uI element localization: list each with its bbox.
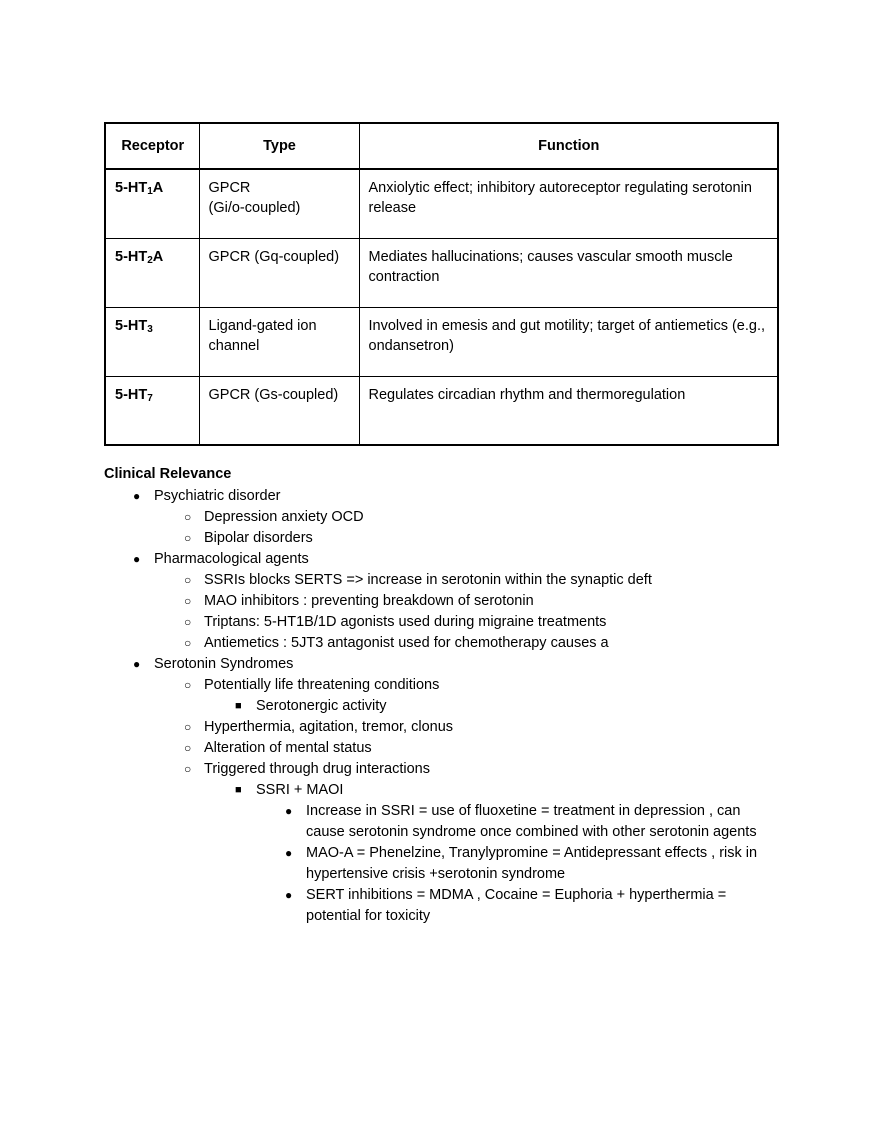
- nested-list: [154, 570, 777, 654]
- list-item-label: Triptans: 5-HT1B/1D agonists used during migraine treatments: [204, 614, 607, 630]
- list-item-label: SSRIs blocks SERTS => increase in serotonin within the synaptic deft: [204, 572, 652, 588]
- cell-function: Regulates circadian rhythm and thermoregulation: [359, 376, 778, 445]
- list-item: [154, 717, 777, 738]
- list-item-label: Hyperthermia, agitation, tremor, clonus: [204, 719, 454, 735]
- cell-type: Ligand-gated ion channel: [199, 307, 359, 376]
- list-item: [154, 675, 777, 717]
- list-item-label: SERT inhibitions = MDMA , Cocaine = Euphoria + hyperthermia = potential for toxicity: [306, 887, 727, 924]
- nested-list: [154, 507, 777, 549]
- list-item: [154, 591, 777, 612]
- list-item-label: Increase in SSRI = use of fluoxetine = treatment in depression , can cause serotonin syndrome once combined with other serotonin agents: [306, 803, 757, 840]
- bullet-circle-icon: [184, 507, 191, 528]
- list-item-label: Antiemetics : 5JT3 antagonist used for chemotherapy causes a: [204, 635, 609, 651]
- list-item: [154, 507, 777, 528]
- bullet-circle-icon: [184, 675, 191, 696]
- list-item: [104, 549, 777, 654]
- bullet-disc-icon: [285, 843, 292, 864]
- cell-function: Involved in emesis and gut motility; target of antiemetics (e.g., ondansetron): [359, 307, 778, 376]
- column-header-function: Function: [359, 123, 778, 169]
- list-item-label: Alteration of mental status: [204, 740, 372, 756]
- bullet-disc-icon: [285, 885, 292, 906]
- cell-receptor: $5-HT_3$: [105, 307, 199, 376]
- list-item: [104, 654, 777, 927]
- list-item: [154, 570, 777, 591]
- bullet-disc-icon: [133, 654, 140, 675]
- clinical-relevance-outline: [104, 486, 777, 927]
- bullet-disc-icon: [285, 801, 292, 822]
- table-row: [105, 169, 778, 238]
- table-header: [105, 123, 778, 169]
- bullet-square-icon: [235, 780, 242, 801]
- cell-type: GPCR (Gi/o-coupled): [199, 169, 359, 238]
- cell-function: Anxiolytic effect; inhibitory autoreceptor regulating serotonin release: [359, 169, 778, 238]
- nested-list: [256, 801, 777, 927]
- cell-type: GPCR (Gs-coupled): [199, 376, 359, 445]
- list-item-label: Serotonin Syndromes: [154, 656, 294, 672]
- bullet-circle-icon: [184, 738, 191, 759]
- list-item: [204, 696, 777, 717]
- list-item: [104, 486, 777, 549]
- cell-receptor: $5-HT_7$: [105, 376, 199, 445]
- list-item-label: Bipolar disorders: [204, 530, 313, 546]
- table-row: [105, 376, 778, 445]
- list-item: [154, 633, 777, 654]
- bullet-circle-icon: [184, 570, 191, 591]
- list-item: [154, 738, 777, 759]
- list-item-label: MAO-A = Phenelzine, Tranylypromine = Antidepressant effects , risk in hypertensive crisis +serotonin syndrome: [306, 845, 758, 882]
- cell-function: Mediates hallucinations; causes vascular smooth muscle contraction: [359, 238, 778, 307]
- bullet-circle-icon: [184, 612, 191, 633]
- bullet-square-icon: [235, 696, 242, 717]
- list-item: [256, 801, 777, 843]
- bullet-circle-icon: [184, 759, 191, 780]
- list-item-label: Serotonergic activity: [256, 698, 387, 714]
- column-header-type: Type: [199, 123, 359, 169]
- bullet-circle-icon: [184, 633, 191, 654]
- bullet-circle-icon: [184, 528, 191, 549]
- list-item-label: Potentially life threatening conditions: [204, 677, 440, 693]
- list-item: [204, 780, 777, 927]
- table-body: [105, 169, 778, 445]
- list-item-label: Pharmacological agents: [154, 551, 309, 567]
- list-item-label: Psychiatric disorder: [154, 488, 281, 504]
- list-item: [256, 843, 777, 885]
- list-item: [154, 759, 777, 927]
- list-item-label: MAO inhibitors : preventing breakdown of serotonin: [204, 593, 534, 609]
- table-header-row: [105, 123, 778, 169]
- nested-list: [154, 675, 777, 927]
- list-item-label: SSRI + MAOI: [256, 782, 344, 798]
- table-row: [105, 307, 778, 376]
- column-header-receptor: Receptor: [105, 123, 199, 169]
- table-row: [105, 238, 778, 307]
- bullet-disc-icon: [133, 549, 140, 570]
- cell-type: GPCR (Gq-coupled): [199, 238, 359, 307]
- nested-list: [204, 696, 777, 717]
- serotonin-receptor-table: [104, 122, 779, 446]
- bullet-disc-icon: [133, 486, 140, 507]
- list-item-label: Triggered through drug interactions: [204, 761, 430, 777]
- cell-receptor: $5-HT_1A$: [105, 169, 199, 238]
- nested-list: [204, 780, 777, 927]
- list-item: [154, 528, 777, 549]
- list-item-label: Depression anxiety OCD: [204, 509, 364, 525]
- cell-receptor: $5-HT_2A$: [105, 238, 199, 307]
- bullet-circle-icon: [184, 591, 191, 612]
- list-item: [154, 612, 777, 633]
- bullet-circle-icon: [184, 717, 191, 738]
- page-title: Clinical Relevance: [104, 466, 232, 482]
- list-item: [256, 885, 777, 927]
